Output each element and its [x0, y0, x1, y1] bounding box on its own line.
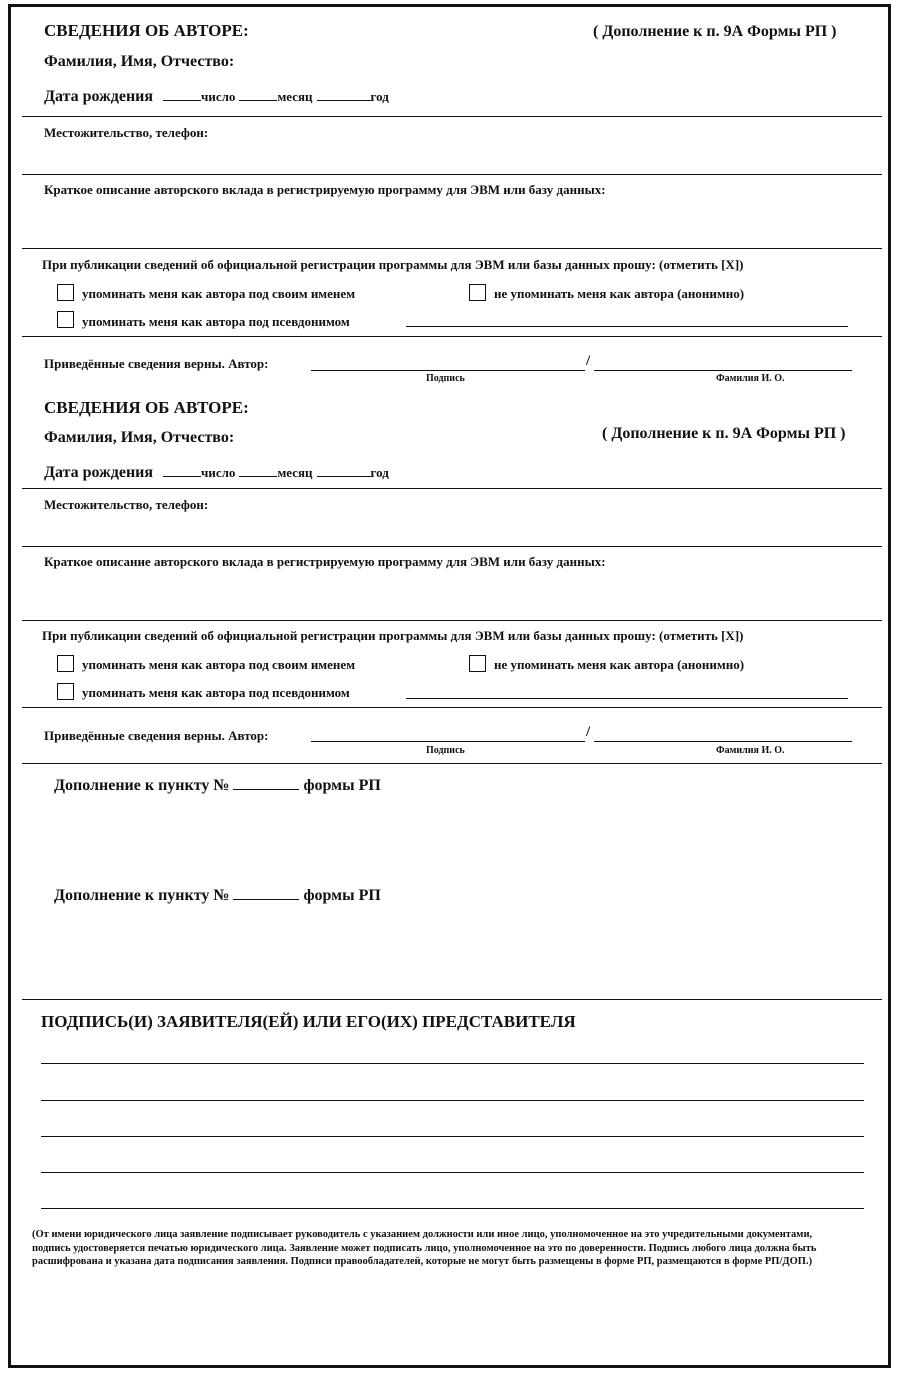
anonymous-option-label-2: не упоминать меня как автора (анонимно): [494, 657, 745, 672]
birth-month-field-1[interactable]: [239, 100, 277, 101]
author-signature-field-1[interactable]: [311, 370, 585, 371]
residence-label-1: Местожительство, телефон:: [44, 125, 209, 140]
divider: [22, 707, 882, 708]
own-name-checkbox-1[interactable]: [57, 284, 74, 301]
confirm-label-2: Приведённые сведения верны. Автор:: [44, 728, 269, 743]
birth-date-label-1: Дата рождения: [44, 88, 154, 105]
own-name-checkbox-2[interactable]: [57, 655, 74, 672]
signature-caption-2: Подпись: [426, 745, 465, 756]
supplement-item-2-prefix: Дополнение к пункту №: [54, 887, 230, 904]
birth-year-label-1: год: [370, 89, 389, 104]
signature-line[interactable]: [41, 1208, 864, 1209]
supplement-item-1-prefix: Дополнение к пункту №: [54, 777, 230, 794]
supplement-item-2-suffix: формы РП: [303, 887, 381, 904]
contribution-label-1: Краткое описание авторского вклада в регистрируемую программу для ЭВМ или базу данных:: [44, 182, 606, 197]
pseudonym-field-2[interactable]: [406, 698, 848, 699]
signature-line[interactable]: [41, 1100, 864, 1101]
divider: [22, 546, 882, 547]
name-caption-2: Фамилия И. О.: [716, 745, 785, 756]
birth-year-label-2: год: [370, 465, 389, 480]
slash-2: /: [586, 724, 591, 740]
own-name-option-label-1: упоминать меня как автора под своим именем: [82, 286, 356, 301]
pseudonym-checkbox-2[interactable]: [57, 683, 74, 700]
supplement-item-1-suffix: формы РП: [303, 777, 381, 794]
signature-line[interactable]: [41, 1063, 864, 1064]
applicant-signature-title: ПОДПИСЬ(И) ЗАЯВИТЕЛЯ(ЕЙ) ИЛИ ЕГО(ИХ) ПРЕДСТАВИТЕЛЯ: [41, 1012, 576, 1031]
anonymous-checkbox-2[interactable]: [469, 655, 486, 672]
signature-line[interactable]: [41, 1172, 864, 1173]
supplement-item-2: [54, 887, 381, 905]
divider: [22, 248, 882, 249]
divider: [22, 999, 882, 1000]
pseudonym-checkbox-1[interactable]: [57, 311, 74, 328]
name-caption-1: Фамилия И. О.: [716, 373, 785, 384]
birth-year-field-2[interactable]: [317, 476, 371, 477]
confirm-label-1: Приведённые сведения верны. Автор:: [44, 356, 269, 371]
birth-month-field-2[interactable]: [239, 476, 277, 477]
birth-day-field-2[interactable]: [163, 476, 201, 477]
signature-caption-1: Подпись: [426, 373, 465, 384]
birth-date-row-1: [44, 88, 389, 106]
contribution-label-2: Краткое описание авторского вклада в регистрируемую программу для ЭВМ или базу данных:: [44, 554, 606, 569]
birth-year-field-1[interactable]: [317, 100, 371, 101]
own-name-option-label-2: упоминать меня как автора под своим именем: [82, 657, 356, 672]
publication-label-1: При публикации сведений об официальной регистрации программы для ЭВМ или базы данных прошу: (отметить [X]): [42, 257, 744, 272]
pseudonym-option-label-1: упоминать меня как автора под псевдонимом: [82, 314, 350, 329]
anonymous-option-label-1: не упоминать меня как автора (анонимно): [494, 286, 745, 301]
divider: [22, 488, 882, 489]
supplement-item-1-number-field[interactable]: [233, 789, 299, 790]
supplement-ref-1: ( Дополнение к п. 9А Формы РП ): [593, 23, 837, 40]
fio-label-2: Фамилия, Имя, Отчество:: [44, 429, 235, 446]
birth-month-label-1: месяц: [277, 89, 313, 104]
birth-day-label-1: число: [201, 89, 236, 104]
author-info-title-1: СВЕДЕНИЯ ОБ АВТОРЕ:: [44, 21, 249, 40]
divider: [22, 620, 882, 621]
divider: [22, 174, 882, 175]
divider: [22, 116, 882, 117]
author-name-field-1[interactable]: [594, 370, 852, 371]
fio-label-1: Фамилия, Имя, Отчество:: [44, 53, 235, 70]
divider: [22, 763, 882, 764]
supplement-item-2-number-field[interactable]: [233, 899, 299, 900]
supplement-item-1: [54, 777, 381, 795]
author-name-field-2[interactable]: [594, 741, 852, 742]
birth-day-label-2: число: [201, 465, 236, 480]
pseudonym-field-1[interactable]: [406, 326, 848, 327]
birth-date-row-2: [44, 464, 389, 482]
supplement-ref-2: ( Дополнение к п. 9А Формы РП ): [602, 425, 846, 442]
divider: [22, 336, 882, 337]
author-signature-field-2[interactable]: [311, 741, 585, 742]
birth-date-label-2: Дата рождения: [44, 464, 154, 481]
birth-day-field-1[interactable]: [163, 100, 201, 101]
anonymous-checkbox-1[interactable]: [469, 284, 486, 301]
publication-label-2: При публикации сведений об официальной регистрации программы для ЭВМ или базы данных прошу: (отметить [X]): [42, 628, 744, 643]
slash-1: /: [586, 353, 591, 369]
pseudonym-option-label-2: упоминать меня как автора под псевдонимом: [82, 685, 350, 700]
author-info-title-2: СВЕДЕНИЯ ОБ АВТОРЕ:: [44, 398, 249, 417]
birth-month-label-2: месяц: [277, 465, 313, 480]
signature-line[interactable]: [41, 1136, 864, 1137]
signature-footnote: (От имени юридического лица заявление подписывает руководитель с указанием должности или иное лицо, уполномоченное на это учредительными документами, подпись удостоверяется печатью юридического лица. Заявление может подписать лицо, уполномоченное на это по доверенности. Подпись любого лица должна быть расшифрована и указана дата подписания заявления. Подписи правообладателей, которые не могут быть размещены в форме РП, размещаются в форме РП/ДОП.): [32, 1229, 817, 1267]
residence-label-2: Местожительство, телефон:: [44, 497, 209, 512]
